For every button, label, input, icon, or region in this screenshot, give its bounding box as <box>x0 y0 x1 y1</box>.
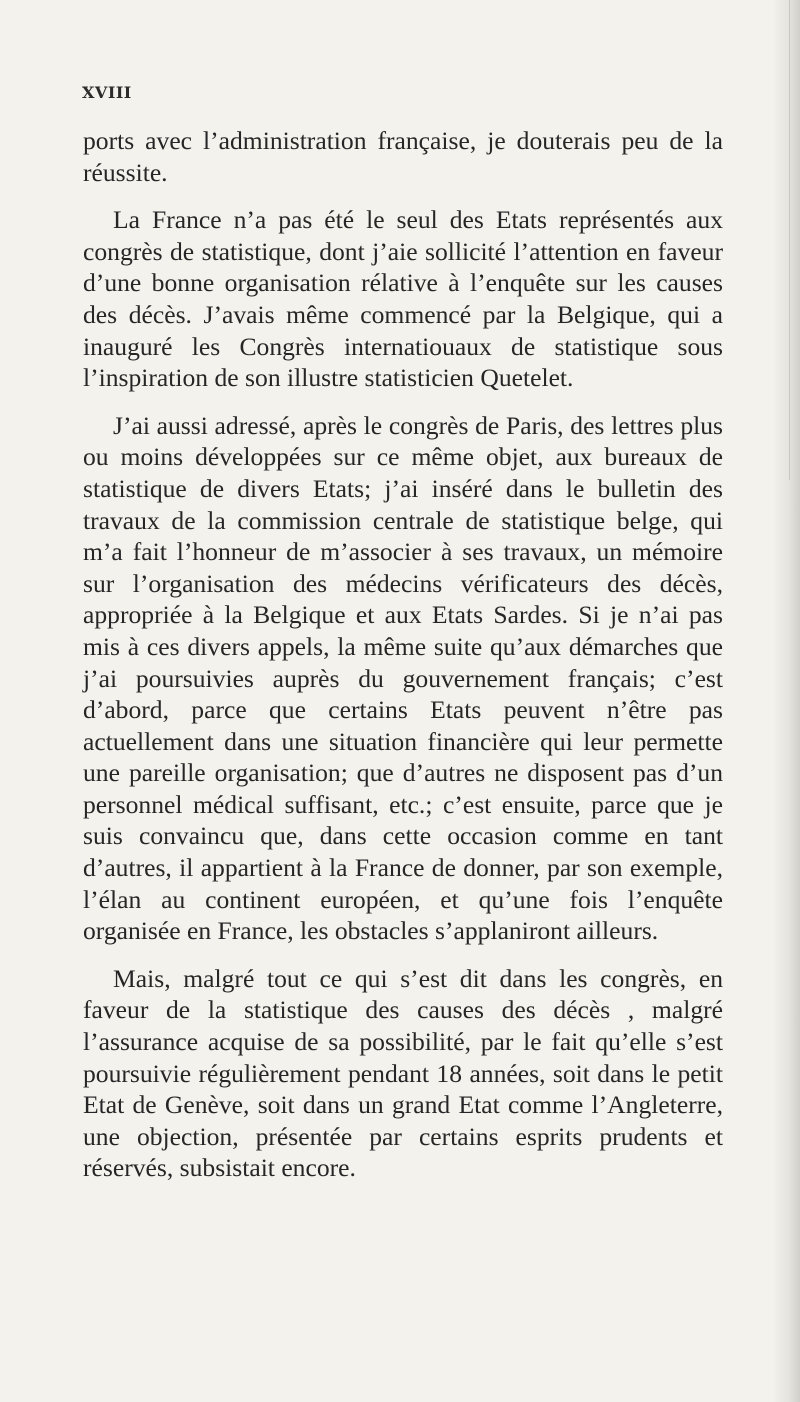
paragraph-4: Mais, malgré tout ce qui s’est dit dans les congrès, en faveur de la statistique des causes des décès , malgré l’assurance acquise de sa possibilité, par le fait qu’elle s’est poursuivie régulièrement pendant 18 années, soit dans le petit Etat de Genève, soit dans un grand Etat comme l’Angleterre, une objection, présentée par certains esprits prudents et réservés, subsistait encore. <box>83 963 723 1183</box>
paragraph-1: ports avec l’administration française, je douterais peu de la réussite. <box>83 126 723 187</box>
body-text <box>83 125 723 1200</box>
paragraph-3: J’ai aussi adressé, après le congrès de Paris, des lettres plus ou moins développées sur ce même objet, aux bureaux de statistique de divers Etats; j’ai inséré dans le bulletin des travaux de la commission centrale de statistique belge, qui m’a fait l’honneur de m’associer à ses travaux, un mémoire sur l’organisation des médecins vérificateurs des décès, appropriée à la Belgique et aux Etats Sardes. Si je n’ai pas mis à ces divers appels, la même suite qu’aux démarches que j’ai poursuivies auprès du gouvernement français; c’est d’abord, parce que certains Etats peuvent n’être pas actuellement dans une situation financière qui leur permette une pareille organisation; que d’autres ne disposent pas d’un personnel médical suffisant, etc.; c’est ensuite, parce que je suis convaincu que, dans cette occasion comme en tant d’autres, il appartient à la France de donner, par son exemple, l’élan au continent européen, et qu’une fois l’enquête organisée en France, les obstacles s’applaniront ailleurs. <box>83 410 723 946</box>
page-number: XVIII <box>82 83 132 102</box>
page-edge-shadow <box>772 0 800 1402</box>
page-edge-line <box>789 0 790 480</box>
paragraph-2: La France n’a pas été le seul des Etats représentés aux congrès de statistique, dont j’aie sollicité l’attention en faveur d’une bonne organisation rélative à l’enquête sur les causes des décès. J’avais même commencé par la Belgique, qui a inauguré les Congrès internatiouaux de statistique sous l’inspiration de son illustre statisticien Quetelet. <box>83 205 723 393</box>
